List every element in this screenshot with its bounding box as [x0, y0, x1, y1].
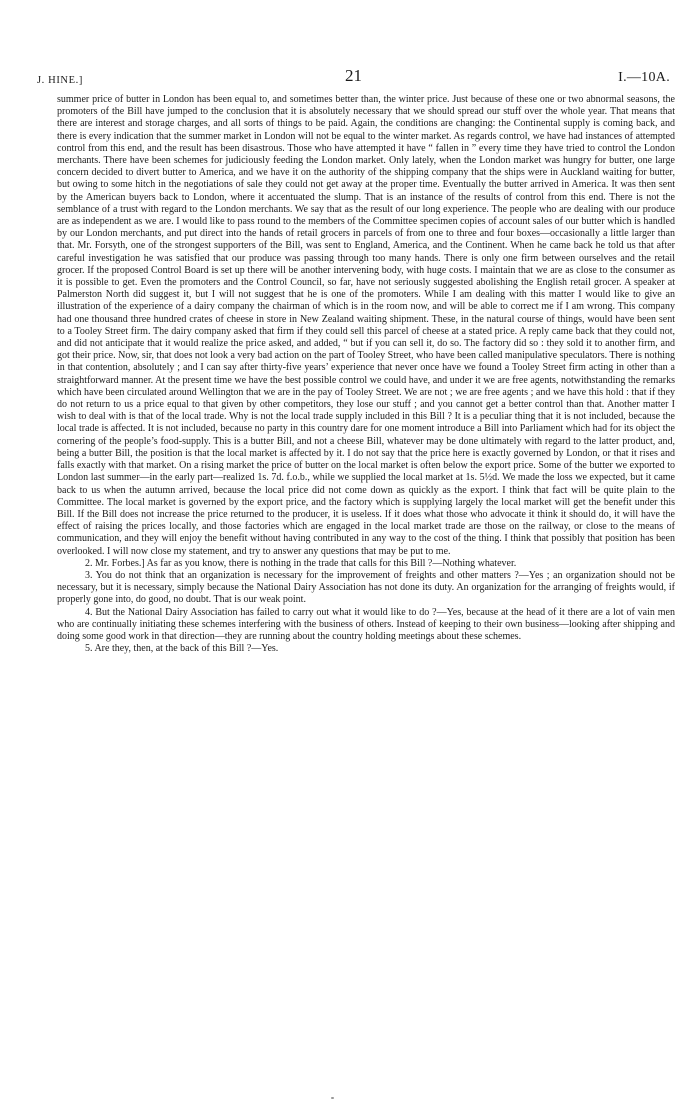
question-answer-3: 3. You do not think that an organization is necessary for the improvement of freights and other matters ?—Yes ; an organization should not be necessary, but it is necessary, simply because the National Dairy Association has not done its duty. An organization for the arranging of freights would, if properly gone into, do good, no doubt. That is our weak point.	[57, 569, 675, 606]
question-answer-2: 2. Mr. Forbes.] As far as you know, there is nothing in the trade that calls for this Bill ?—Nothing whatever.	[85, 557, 517, 569]
question-answer-5: 5. Are they, then, at the back of this Bill ?—Yes.	[85, 643, 279, 655]
running-head	[37, 60, 670, 86]
question-answer-4: 4. But the National Dairy Association has failed to carry out what it would like to do ?—Yes, because at the head of it there are a lot of vain men who are continually initiating these schemes interfering with the business of others. Instead of keeping to their own business—looking after shipping and doing some good work in that direction—they are running about the country holding meetings about these schemes.	[57, 606, 675, 642]
statement-paragraph: summer price of butter in London has been equal to, and sometimes better than, the winter price. Just because of these one or two abnormal seasons, the promoters of the Bill have jumped to the conclusion that it is absolutely necessary that we should spread our stuff over the whole year. That means that there are interest and storage charges, and all sorts of things to be paid. Again, the conditions are changing: the Continental supply is coming back, and there is every indication that the summer market in London will not be equal to the winter market. As regards control, we have had instances of attempted control from this end, and the result has been disastrous. Those who have attempted it have “ fallen in ” every time they have tried to control the London merchants. There have been schemes for judiciously feeding the London market. Only lately, when the London market was hungry for butter, one large concern decided to divert butter to America, and we have it on the authority of the shipping company that the ships were in Auckland waiting for butter, but owing to some hitch in the negotiations of sale they could not get away at the proper time. Eventually the butter arrived in America. It was then sent by the American buyers back to London, where it accentuated the slump. That is an instance of the results of control from this end. There is not the semblance of a trust with regard to the London merchants. We say that as the result of our long experience. The people who are dealing with our produce are as independent as we are. I would like to pass round to the members of the Committee specimen copies of account sales of our butter which is handled by our London merchants, and put direct into the hands of retail grocers in parcels of from one to three and four boxes—occasionally a little larger than that. Mr. Forsyth, one of the strongest supporters of the Bill, was sent to England, America, and the Continent. When he came back he told us that after careful investigation he was satisfied that our produce was passing through too many hands. There is only one firm between ourselves and the retail grocer. If the proposed Control Board is set up there will be another intervening body, with huge costs. I maintain that we are as close to the consumer as it is possible to get. Even the promoters and the Control Council, so far, have not seriously suggested abolishing the English retail grocer. A speaker at Palmerston North did suggest it, but I will not suggest that he is one of the promoters. While I am dealing with this matter I would like to give an illustration of the experience of a dairy company the chairman of which is in the room now, and will be able to correct me if I am wrong. This company had one thousand three hundred crates of cheese in store in New Zealand waiting shipment. These, in the natural course of things, would have been sent to a Tooley Street firm. The dairy company asked that firm if they could sell this parcel of cheese at a stated price. A reply came back that they could not, and did not anticipate that it would realize the price asked, and added, “ but if you can sell it, do so. The factory did so : they sold it to another firm, and got their price. Now, sir, that does not look a very bad action on the part of Tooley Street, who have been called manipulative speculators. There is nothing in that contention, absolutely ; and I can say after thirty-five years’ experience that never once have we found a Tooley Street firm acting in other than a straightforward manner. At the present time we have the best possible control we could have, and under it we are free agents, notwithstanding the remarks which have been circulated around Wellington that we are in the pay of Tooley Street. We are not ; we are free agents ; and we have this hold : that if they do not return to us a price equal to that given by other competitors, they lose our stuff ; and you cannot get a better control than that. Another matter I wish to deal with is that of the local trade. Why is not the local trade supply included in this Bill ? It is a peculiar thing that it is not included, because the local trade is affected. It is not included, because no party in this country dare for one moment introduce a Bill into Parliament which had for its object the cornering of the people’s food-supply. This is a butter Bill, and not a cheese Bill, whatever may be done ultimately with regard to the latter product, and, being a butter Bill, the position is that the local market is affected by it. I do not say that the price here is exactly governed by London, or that it rises and falls exactly with that market. On a rising market the price of butter on the local market is often below the export price. Some of the butter we exported to London last summer—in the early part—realized 1s. 7d. f.o.b., while we supplied the local market at 1s. 5½d. We made the loss we expected, but it came back to us when the autumn arrived, because the local price did not come down as quickly as the export. I think that fact will be quite plain to the Committee. The local market is governed by the export price, and the factory which is supplying largely the local market will get the benefit under this Bill. If the Bill does not increase the price returned to the producer, it is useless. If it does what those who advocate it think it should do, it will have the effect of raising the prices locally, and those factories which are engaged in the local market trade are those on the railway, or close to the means of communication, and they will enjoy the benefit without having contributed in any way to the cost of the thing. I think that possibly that position has been overlooked. I will now close my statement, and try to answer any questions that may be put to me.	[57, 94, 675, 557]
page-speck	[331, 1097, 334, 1099]
running-head-witness: J. HINE.]	[37, 75, 83, 86]
document-reference: I.—10A.	[618, 70, 670, 85]
document-body	[57, 94, 675, 655]
page-number: 21	[345, 66, 362, 85]
